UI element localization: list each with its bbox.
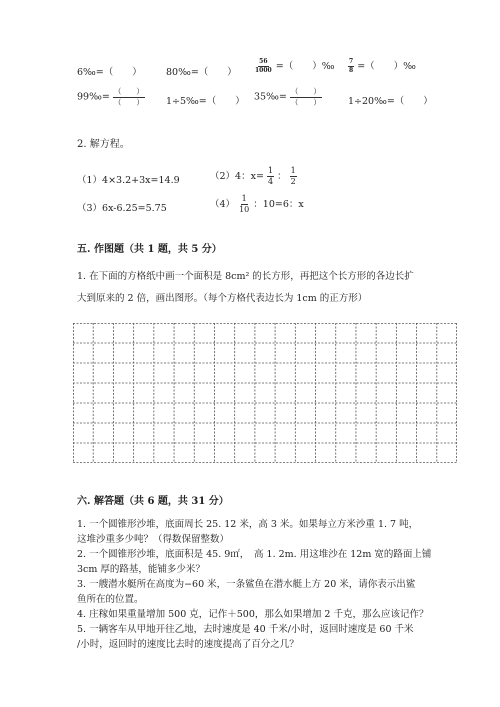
exercise-prefix: 35‰= [254, 91, 287, 103]
exercise-1-div-5-permil: 1÷5‰=（ ） [166, 96, 245, 107]
exercise-80-permil: 80‰=（ ） [166, 67, 237, 78]
answer-line-8: 5. 一辆客车从甲地开往乙地，去时速度是 40 千米/小时，返回时速度是 60 千米 [77, 624, 414, 635]
grid-paper[interactable] [73, 323, 457, 463]
exercise-prefix: 99‰= [77, 91, 110, 103]
equation-4 [210, 195, 304, 214]
answer-line-5: 3. 一艘潜水艇所在高度为−60 米，一条鲨鱼在潜水艇上方 20 米，请你表示出鲨 [77, 579, 416, 590]
exercise-99-permil [77, 88, 145, 106]
equation-prefix: （2）4：x= [210, 171, 264, 182]
fraction-denominator: 10 [239, 205, 250, 214]
answer-line-3: 2. 一个圆锥形沙堆，底面积是 45. 9㎡， 高 1. 2m. 用这堆沙在 12m 宽的路面上铺 [77, 549, 432, 560]
fraction-numerator: （ ） [113, 87, 144, 96]
equation-prefix: （4） [210, 199, 236, 210]
fraction-blank [290, 88, 322, 106]
part-5-title: 五. 作图题（共 1 题，共 5 分） [77, 244, 222, 255]
answer-line-6: 鱼所在的位置。 [77, 594, 144, 605]
fraction-1-2 [290, 167, 297, 186]
fraction-denominator: （ ） [113, 97, 144, 107]
exercise-7-8 [348, 58, 416, 74]
exercise-1-div-20-permil: 1÷20‰=（ ） [348, 96, 433, 107]
fraction-numerator: 1 [267, 166, 274, 175]
fraction-56-1000 [254, 59, 273, 74]
equation-1: （1）4×3.2+3x=14.9 [77, 175, 180, 186]
equation-tail: ：10=6：x [253, 199, 304, 210]
exercise-tail: =（ ）‰ [275, 61, 335, 72]
fraction-denominator: （ ） [290, 97, 321, 107]
exercise-6-permil: 6‰=（ ） [77, 67, 142, 78]
answer-line-2: 这堆沙重多少吨？（得数保留整数） [77, 534, 230, 545]
fraction-denominator: 4 [267, 177, 274, 186]
equation-2 [210, 167, 297, 186]
answer-line-4: 3cm 厚的路基，能铺多少米？ [77, 564, 205, 575]
part-6-title: 六. 解答题（共 6 题，共 31 分） [77, 496, 229, 507]
fraction-denominator: 8 [349, 67, 354, 74]
fraction-numerator: 56 [259, 58, 268, 65]
fraction-1-10 [238, 195, 250, 214]
exercise-tail: =（ ）‰ [357, 61, 416, 72]
fraction-numerator: 1 [290, 166, 296, 175]
section-solve-equations-title: 2. 解方程。 [77, 139, 130, 150]
fraction-numerator: 7 [349, 58, 354, 65]
answer-line-9: /小时，返回时的速度比去时的速度提高了百分之几？ [77, 639, 299, 650]
fraction-numerator: 1 [241, 194, 247, 203]
fraction-blank [113, 88, 145, 106]
equation-3: （3）6x-6.25=5.75 [77, 203, 167, 214]
exercise-56-1000 [254, 58, 334, 74]
part-5-question-line-1: 1. 在下面的方格纸中画一个面积是 8cm² 的长方形，再把这个长方形的各边长扩 [77, 271, 414, 282]
answer-line-7: 4. 庄稼如果重量增加 500 克，记作＋500，那么如果增加 2 千克，那么应该记作？ [77, 609, 429, 620]
part-5-question-line-2: 大到原来的 2 倍，画出图形。（每个方格代表边长为 1cm 的正方形） [77, 293, 368, 304]
fraction-1-4 [267, 167, 274, 186]
answer-line-1: 1. 一个圆锥形沙堆，底面周长 25. 12 米，高 3 米。如果每立方米沙重 1. 7 吨， [77, 519, 419, 530]
fraction-denominator: 2 [290, 177, 296, 186]
exercise-35-permil [254, 88, 322, 106]
fraction-denominator: 1000 [255, 67, 272, 74]
ratio-colon: ： [277, 171, 287, 182]
fraction-numerator: （ ） [290, 87, 321, 96]
fraction-7-8 [348, 59, 354, 74]
